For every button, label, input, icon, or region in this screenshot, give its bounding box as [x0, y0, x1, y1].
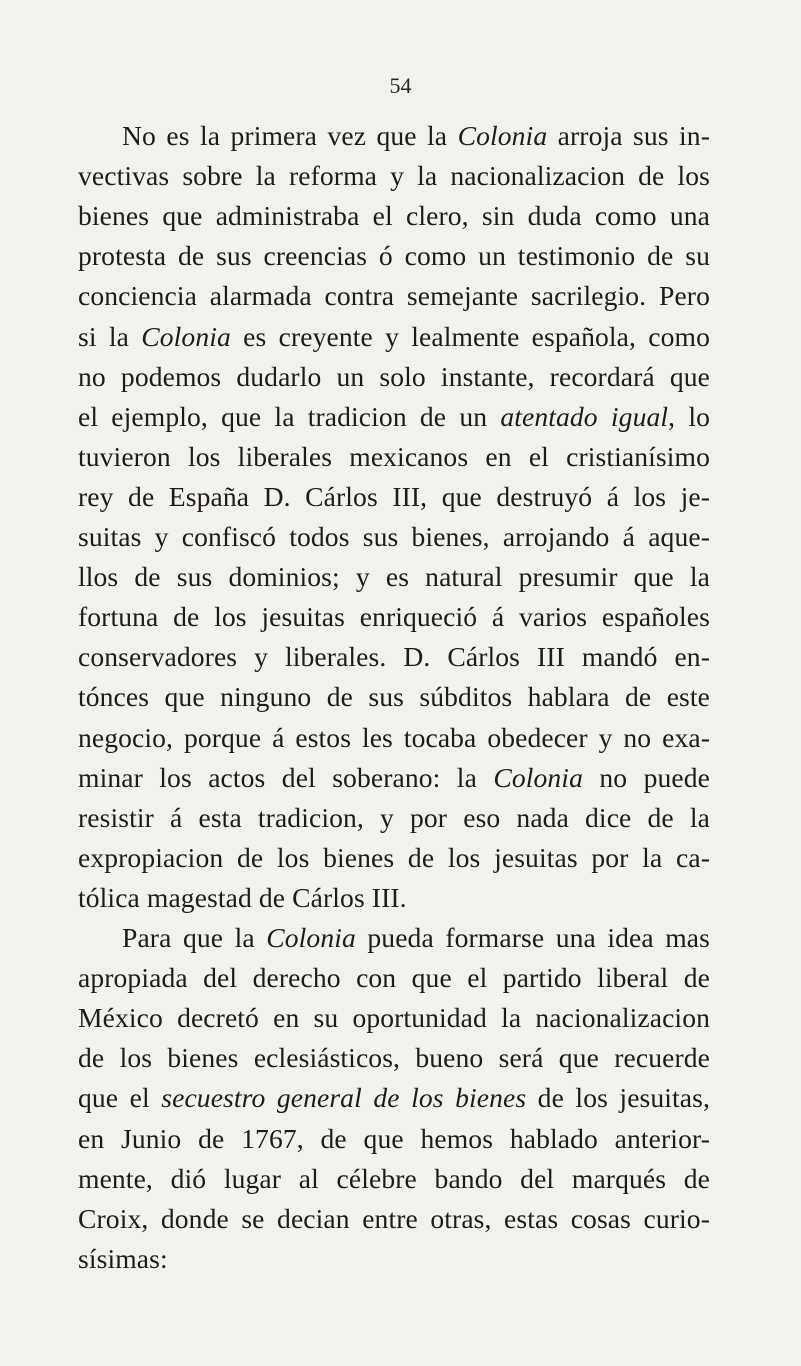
text-line [78, 878, 407, 918]
text-segment: fortuna de los jesuitas enriqueció á varios españoles [78, 601, 710, 633]
text-line [78, 718, 710, 758]
text-segment: Para que la [122, 922, 267, 953]
text-segment: expropiacion de los bienes de los jesuitas por la ca- [78, 841, 710, 873]
text-segment: pueda formarse una idea mas [355, 922, 710, 953]
text-segment: bienes que administraba el clero, sin duda como una [78, 200, 710, 232]
text-segment: tólica magestad de Cárlos III. [78, 881, 407, 913]
text-segment: resistir á esta tradicion, y por eso nada dice de la [78, 801, 710, 833]
text-segment: arroja sus in- [547, 120, 710, 151]
text-segment: minar los actos del soberano: la [78, 761, 494, 793]
text-segment: el ejemplo, que la tradicion de un [78, 400, 501, 432]
text-line [78, 1199, 710, 1239]
text-segment: apropiada del derecho con que el partido liberal de [78, 962, 710, 994]
text-line [78, 677, 710, 717]
text-segment: conciencia alarmada contra semejante sacrilegio. Pero [78, 280, 710, 312]
text-line [78, 597, 710, 637]
text-segment: sísimas: [78, 1242, 168, 1274]
text-segment: Croix, donde se decian entre otras, estas cosas curio- [78, 1202, 710, 1234]
italic-text: secuestro general de los bienes [161, 1082, 527, 1114]
text-segment: No es la primera vez que la [122, 120, 458, 151]
text-segment: de los bienes eclesiásticos, bueno será que recuerde [78, 1042, 710, 1074]
text-line [78, 1038, 710, 1078]
text-line [78, 557, 710, 597]
text-line [78, 958, 710, 998]
text-line [78, 317, 710, 357]
text-segment: mente, dió lugar al célebre bando del marqués de [78, 1162, 710, 1194]
text-segment: en Junio de 1767, de que hemos hablado anterior- [78, 1122, 710, 1154]
text-line [78, 397, 710, 437]
page-number: 54 [389, 73, 412, 98]
text-segment: conservadores y liberales. D. Cárlos III mandó en- [78, 641, 710, 673]
text-segment: no podemos dudarlo un solo instante, recordará que [78, 360, 710, 392]
text-segment: suitas y confiscó todos sus bienes, arrojando á aque- [78, 521, 710, 552]
text-segment: llos de sus dominios; y es natural presumir que la [78, 561, 710, 593]
italic-text: Colonia [457, 120, 548, 151]
text-line [78, 517, 710, 557]
text-line [78, 1159, 710, 1199]
text-segment: si la [78, 320, 142, 352]
text-line [122, 918, 710, 958]
text-segment: que el [78, 1082, 162, 1114]
text-line [78, 276, 710, 316]
text-segment: tuvieron los liberales mexicanos en el cristianísimo [78, 440, 710, 472]
text-line [78, 798, 710, 838]
italic-text: Colonia [493, 761, 583, 793]
text-line [78, 477, 710, 517]
text-line [78, 1119, 710, 1159]
text-line [78, 236, 710, 276]
text-line [78, 998, 710, 1038]
text-line [78, 758, 710, 798]
text-line [78, 156, 710, 196]
text-segment: protesta de sus creencias ó como un testimonio de su [78, 240, 710, 272]
text-segment: no puede [582, 761, 710, 793]
italic-text: Colonia [266, 922, 356, 953]
italic-text: Colonia [141, 320, 231, 352]
text-segment: tónces que ninguno de sus súbditos hablara de este [78, 681, 710, 713]
text-segment: , lo [668, 400, 710, 432]
text-line [78, 1239, 168, 1279]
text-line [78, 437, 710, 477]
text-segment: México decretó en su oportunidad la nacionalizacion [78, 1002, 710, 1034]
text-line [78, 1078, 710, 1118]
text-line [78, 196, 710, 236]
text-segment: es creyente y lealmente española, como [230, 320, 710, 352]
text-line [122, 116, 710, 156]
text-line [78, 357, 710, 397]
text-line [78, 838, 710, 878]
text-segment: rey de España D. Cárlos III, que destruyó á los je- [78, 480, 710, 512]
text-segment: vectivas sobre la reforma y la nacionalizacion de los [78, 160, 710, 192]
text-segment: negocio, porque á estos les tocaba obedecer y no exa- [78, 721, 710, 753]
text-line [78, 637, 710, 677]
italic-text: atentado igual [500, 400, 669, 432]
text-segment: de los jesuitas, [526, 1082, 710, 1114]
